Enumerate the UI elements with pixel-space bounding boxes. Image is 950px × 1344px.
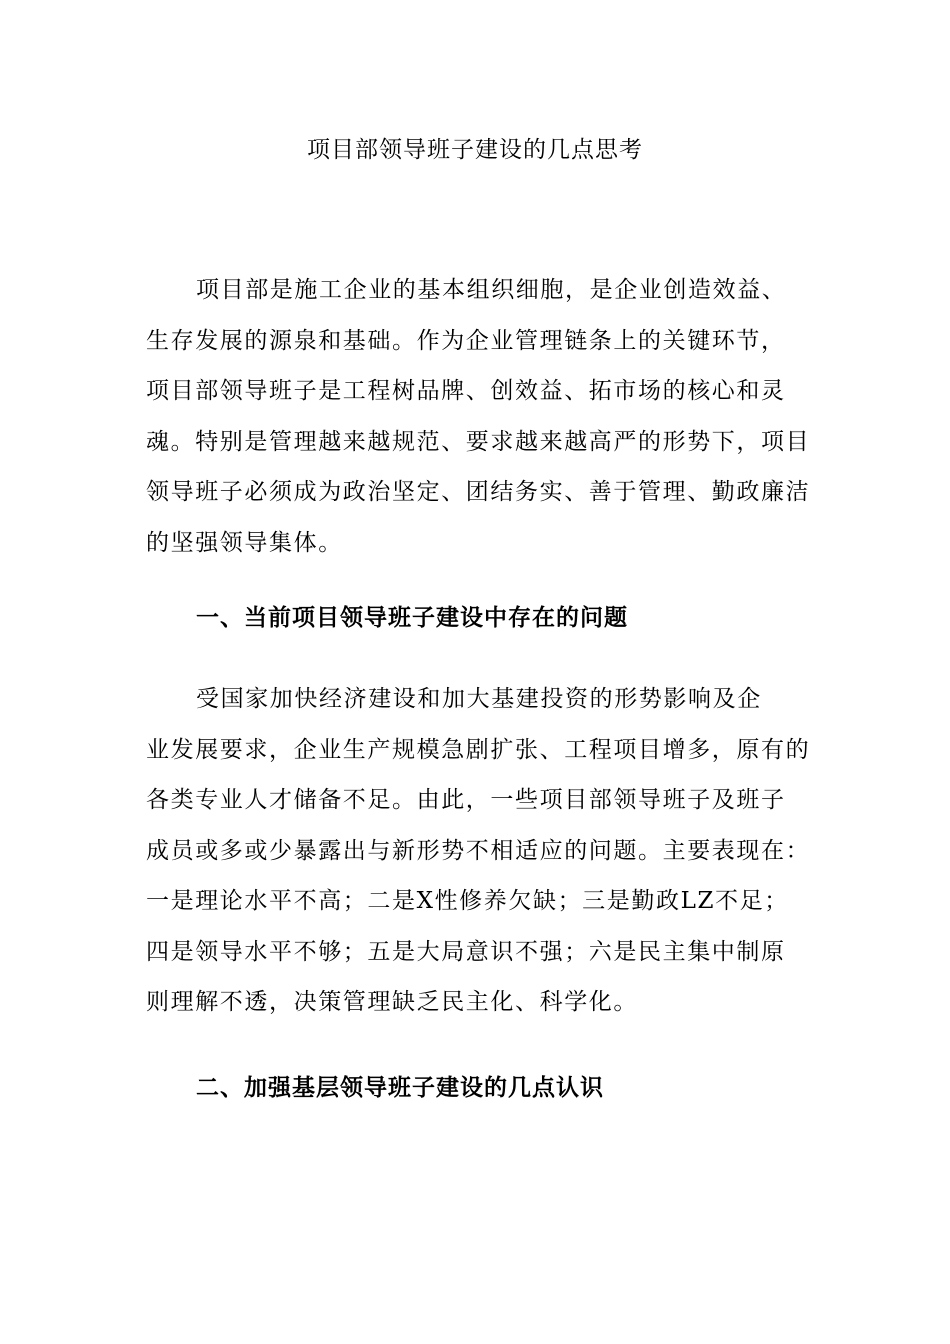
paragraph-line: 受国家加快经济建设和加大基建投资的形势影响及企 — [196, 686, 762, 712]
section-heading-understanding: 二、加强基层领导班子建设的几点认识 — [196, 1074, 604, 1101]
paragraph-line: 魂。特别是管理越来越规范、要求越来越高严的形势下，项目 — [146, 428, 811, 455]
paragraph-line: 业发展要求，企业生产规模急剧扩张、工程项目增多，原有的 — [146, 736, 811, 763]
paragraph-line: 则理解不透，决策管理缺乏民主化、科学化。 — [146, 989, 638, 1015]
problems-paragraph — [146, 674, 811, 1028]
paragraph-line: 项目部是施工企业的基本组织细胞，是企业创造效益、 — [196, 277, 787, 303]
section-heading-problems: 一、当前项目领导班子建设中存在的问题 — [196, 604, 628, 631]
paragraph-line: 成员或多或少暴露出与新形势不相适应的问题。主要表现在： — [146, 837, 811, 864]
paragraph-line: 四是领导水平不够；五是大局意识不强；六是民主集中制原 — [146, 938, 786, 965]
paragraph-line: 领导班子必须成为政治坚定、团结务实、善于管理、勤政廉洁 — [146, 479, 811, 505]
intro-paragraph — [146, 265, 811, 568]
paragraph-line: 各类专业人才储备不足。由此，一些项目部领导班子及班子 — [146, 787, 786, 813]
paragraph-line: 一是理论水平不高；二是X性修养欠缺；三是勤政LZ不足； — [146, 888, 789, 914]
paragraph-line: 生存发展的源泉和基础。作为企业管理链条上的关键环节， — [146, 327, 786, 354]
document-title: 项目部领导班子建设的几点思考 — [307, 137, 643, 163]
paragraph-line: 项目部领导班子是工程树品牌、创效益、拓市场的核心和灵 — [146, 378, 786, 404]
paragraph-line: 的坚强领导集体。 — [146, 529, 343, 556]
